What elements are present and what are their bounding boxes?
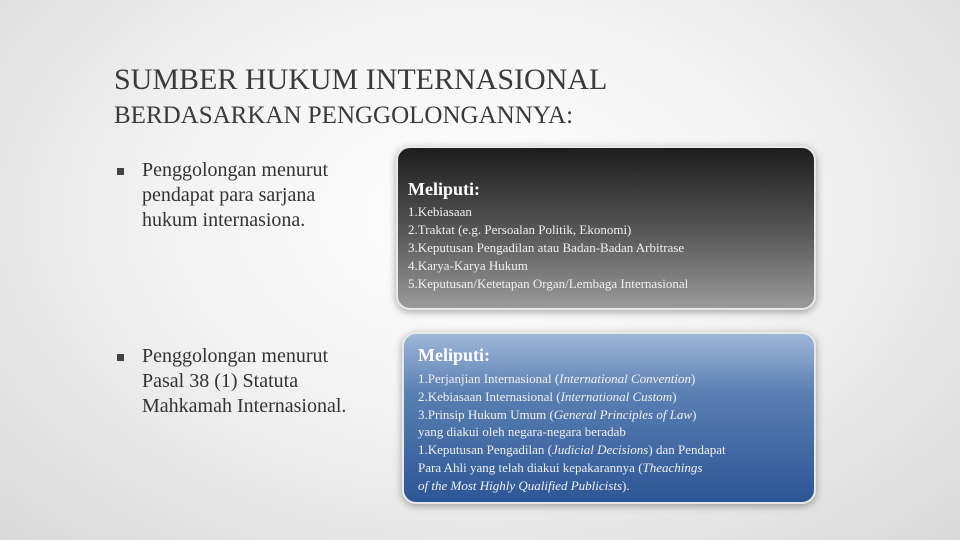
list-item: Para Ahli yang telah diakui kepakarannya (Theachings bbox=[418, 459, 703, 475]
list-item: 1.Keputusan Pengadilan (Judicial Decisions) dan Pendapat bbox=[418, 442, 726, 458]
box-list bbox=[408, 203, 814, 293]
square-bullet-icon bbox=[117, 354, 124, 361]
slide-title: SUMBER HUKUM INTERNASIONAL bbox=[114, 63, 608, 96]
bullet-text: Penggolongan menurut pendapat para sarjana hukum internasiona. bbox=[142, 159, 329, 231]
list-item: 3.Prinsip Hukum Umum (General Principles of Law) bbox=[418, 406, 697, 422]
list-item: yang diakui oleh negara-negara beradab bbox=[418, 424, 626, 440]
list-item: 2.Kebiasaan Internasional (International Custom) bbox=[418, 388, 677, 404]
box-heading: Meliputi: bbox=[408, 179, 480, 199]
bullet-text: Penggolongan menurut Pasal 38 (1) Statuta Mahkamah Internasional. bbox=[142, 345, 347, 417]
bullet-item-2 bbox=[117, 344, 387, 419]
sources-box-statute bbox=[402, 332, 816, 504]
list-item: 1.Perjanjian Internasional (International Convention) bbox=[418, 371, 696, 386]
list-item: 5.Keputusan/Ketetapan Organ/Lembaga Internasional bbox=[408, 276, 689, 291]
bullet-item-1 bbox=[117, 158, 387, 233]
box-list bbox=[418, 370, 814, 495]
list-item: 4.Karya-Karya Hukum bbox=[408, 258, 528, 273]
slide-subtitle: BERDASARKAN PENGGOLONGANNYA: bbox=[114, 102, 574, 129]
box-heading: Meliputi: bbox=[418, 345, 490, 365]
list-item: 2.Traktat (e.g. Persoalan Politik, Ekonomi) bbox=[408, 222, 632, 237]
sources-box-scholars bbox=[396, 146, 816, 310]
list-item: of the Most Highly Qualified Publicists). bbox=[418, 477, 630, 493]
list-item: 3.Keputusan Pengadilan atau Badan-Badan Arbitrase bbox=[408, 240, 685, 255]
square-bullet-icon bbox=[117, 168, 124, 175]
list-item: 1.Kebiasaan bbox=[408, 204, 472, 219]
